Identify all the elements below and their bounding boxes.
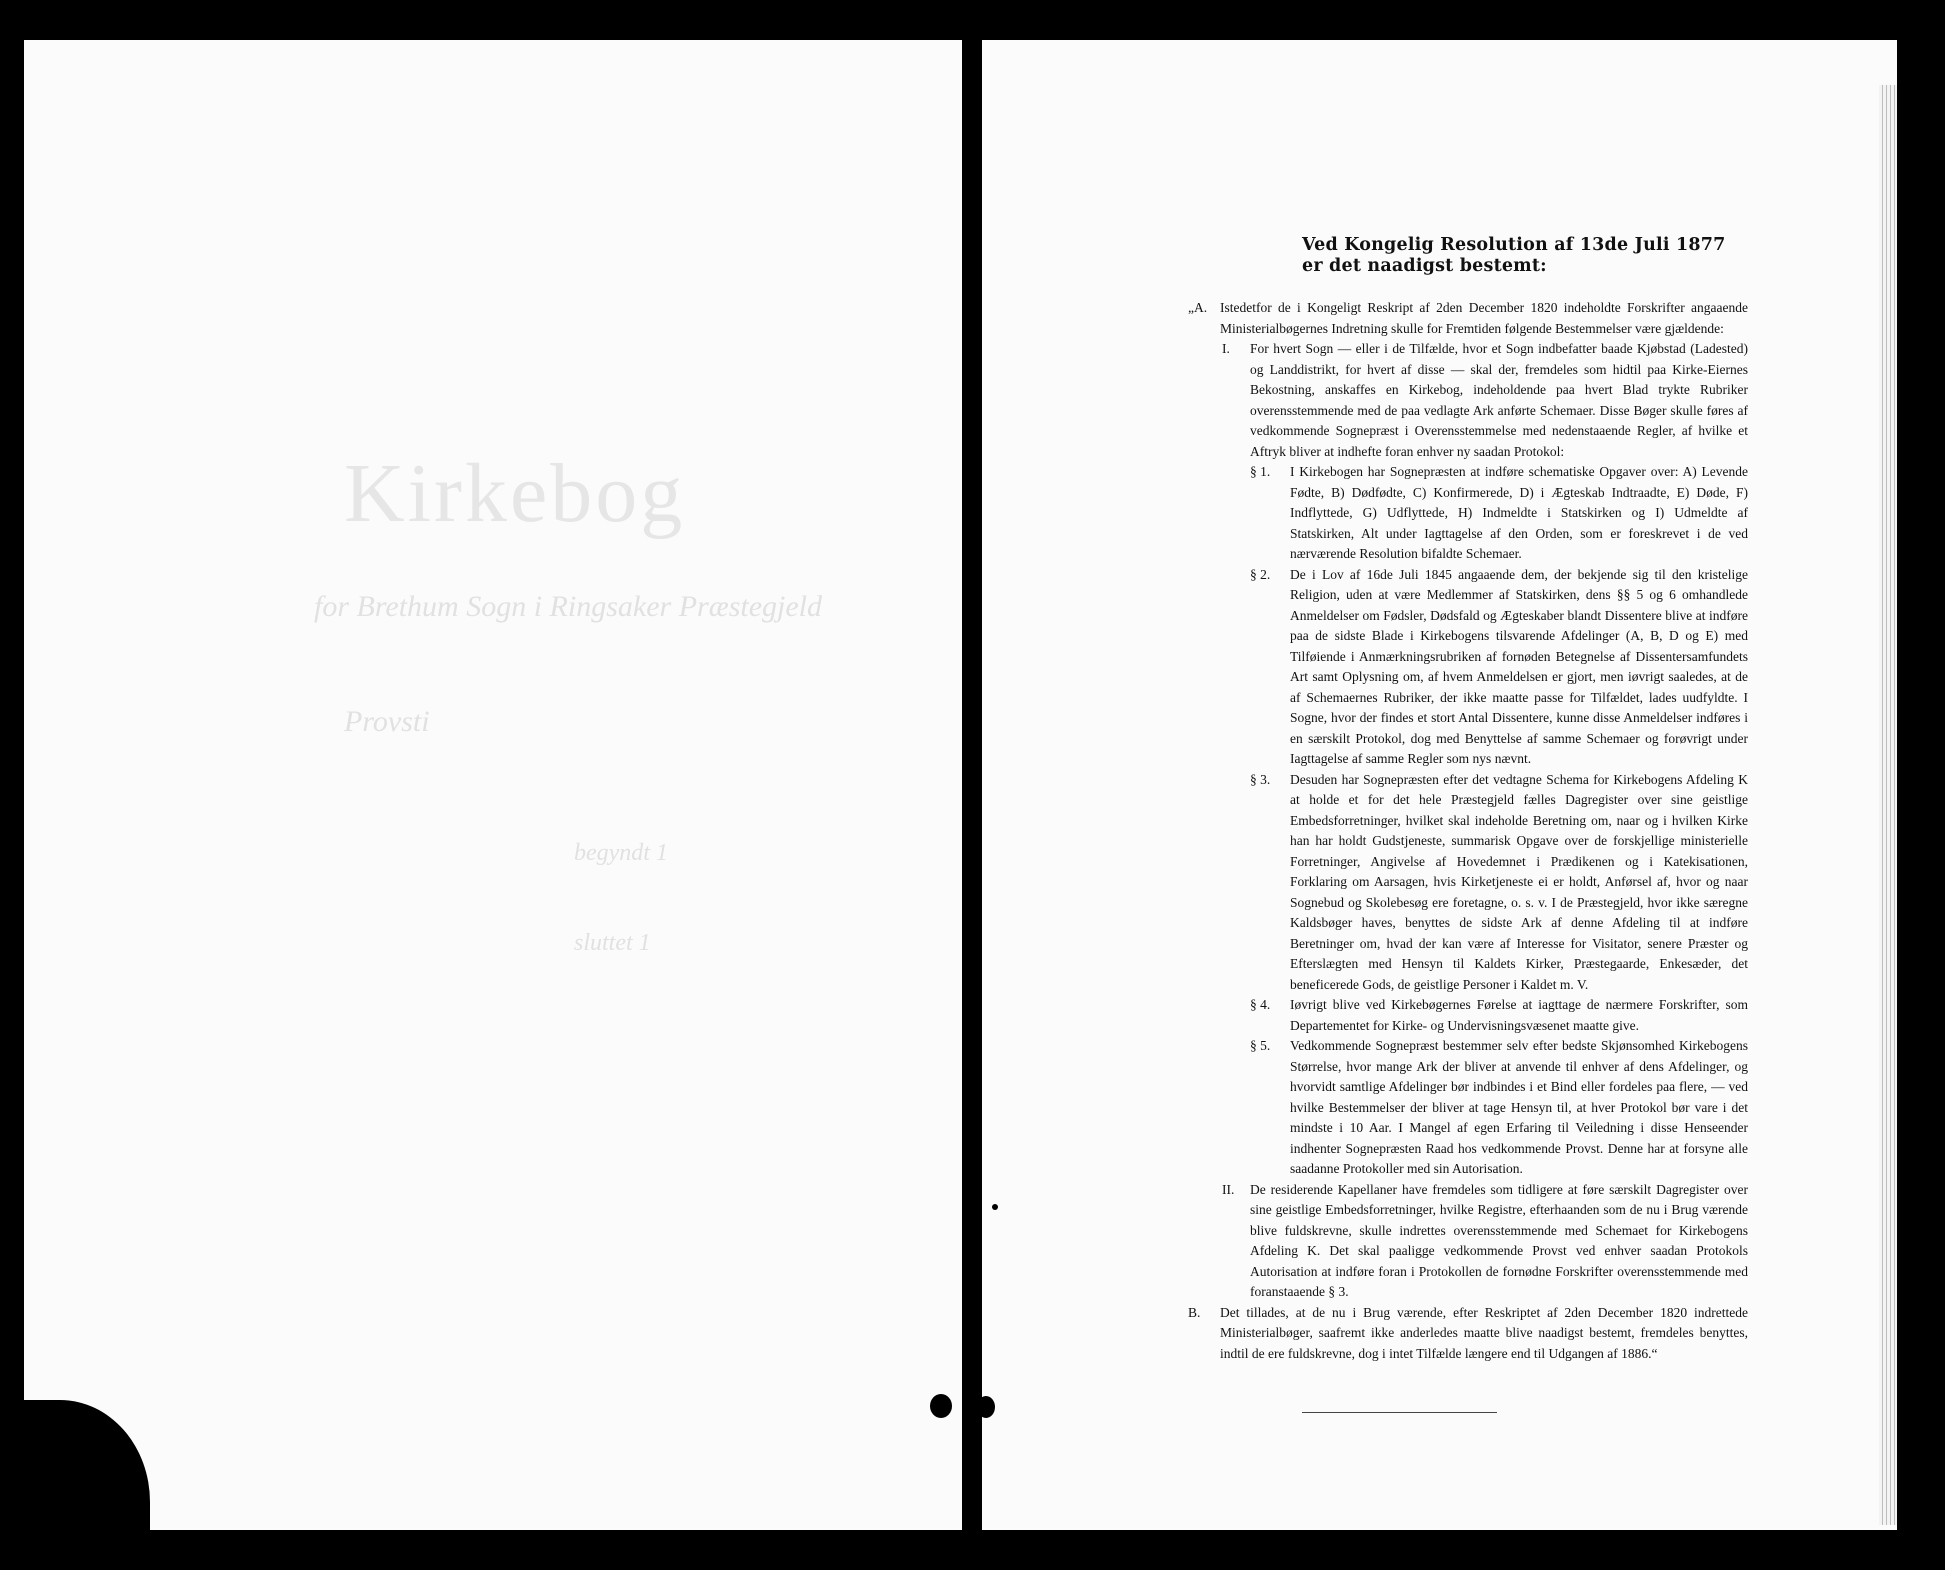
paragraph-label: § 2. [1250,566,1271,582]
paragraph-3 [1188,770,1748,996]
section-text: Istedetfor de i Kongeligt Reskript af 2den December 1820 indeholdte Forskrifter angaaende Ministerialbøgernes Indretning skulle for Fremtiden følgende Bestemmelser være gjældende: [1220,300,1748,336]
binding-hole [977,1396,995,1418]
bleed-through-begyndt: begyndt 1 [574,840,668,866]
bleed-through-provsti: Provsti [344,705,430,738]
paragraph-label: § 3. [1250,771,1271,787]
section-label: B. [1188,1304,1201,1320]
section-label: I. [1222,341,1230,356]
right-page [982,40,1897,1530]
page-edge [1879,85,1897,1525]
paragraph-1 [1188,462,1748,565]
binding-hole [930,1394,952,1418]
paragraph-text: De i Lov af 16de Juli 1845 angaaende dem, der bekjende sig til den kristelige Religion, uden at være Medlemmer af Statskirken, dens §§ 5 og 6 omhandlede Anmeldelser om Fødsler, Dødsfald og Ægteskaber blandt Dissentere blive at indføre paa de sidste Blade i Kirkebogens tilsvarende Afdelinger (A, B, D og E) med Tilføiende i Anmærkningsrubriken af fornøden Betegnelse af Dissentersamfundets Art samt Oplysning om, af hvem Anmeldelsen er gjort, men iøvrigt saaledes, at de af Schemaernes Rubriker, der ikke maatte passe for Tilfældet, lades uudfyldte. I Sogne, hvor der findes et stort Antal Dissentere, kunne disse Anmeldelser indføres i en særskilt Protokol, dog med Benyttelse af samme Schemaer og forøvrigt under Iagttagelse af samme Regler som nys nævnt. [1290,566,1748,766]
section-ii [1188,1180,1748,1303]
resolution-text [1188,235,1748,1364]
section-text: De residerende Kapellaner have fremdeles som tidligere at føre særskilt Dagregister over sine geistlige Embedsforretninger, hvilke Registre, efterhaanden som de nu i Brug værende blive fuldskrevne, skulle indrettes overensstemmende med Schemaet for Kirkebogens Afdeling K. Det skal paaligge vedkommende Provst ved enhver saadan Protokols Autorisation at indføre foran i Protokollen de fornødne Forskrifter overensstemmende med foranstaaende § 3. [1250,1181,1748,1299]
closing-rule [1302,1412,1497,1413]
paragraph-2 [1188,565,1748,770]
bleed-through-sluttet: sluttet 1 [574,930,651,956]
section-text: Det tillades, at de nu i Brug værende, efter Reskriptet af 2den December 1820 indrettede Ministerialbøger, saafremt ikke anderledes maatte blive naadigst bestemt, fremdeles benyttes, indtil de ere fuldskrevne, dog i intet Tilfælde længere end til Udgangen af 1886.“ [1220,1304,1748,1361]
paragraph-text: Vedkommende Sognepræst bestemmer selv efter bedste Skjønsomhed Kirkebogens Størrelse, hvor mange Ark der bliver at anvende til enhver af dens Afdelinger, og hvorvidt samtlige Afdelinger bør indbindes i et Bind eller fordeles paa flere, — ved hvilke Bestemmelser der bliver at tage Hensyn til, at hver Protokol bør vare i det mindste i 10 Aar. I Mangel af egen Erfaring til Veiledning i disse Henseender indhenter Sognepræsten Raad hos vedkommende Provst. Denne har at forsyne alle saadanne Protokoller med sin Autorisation. [1290,1038,1748,1176]
section-b [1188,1303,1748,1365]
paragraph-label: § 4. [1250,997,1271,1012]
paragraph-text: I Kirkebogen har Sognepræsten at indføre schematiske Opgaver over: A) Levende Fødte, B) Dødfødte, C) Konfirmerede, D) i Ægteskab Indtraadte, E) Døde, F) Indflyttede, G) Udflyttede, H) Indmeldte i Statskirken og I) Udmeldte af Statskirken, Alt under Iagttagelse af den Orden, som er foreskrevet i de ved nærværende Resolution bifaldte Schemaer. [1290,464,1748,561]
paragraph-label: § 1. [1250,464,1271,479]
section-text: For hvert Sogn — eller i de Tilfælde, hvor et Sogn indbefatter baade Kjøbstad (Ladested) og Landdistrikt, for hvert af disse — skal der, fremdeles som hidtil paa Kirke-Eiernes Bekostning, anskaffes en Kirkebog, indeholdende paa hvert Blad trykte Rubriker overensstemmende med de paa vedlagte Ark anførte Schemaer. Disse Bøger skulle føres af vedkommende Sognepræst i Overensstemmelse med nedenstaaende Regler, af hvilke et Aftryk bliver at indhefte foran enhver ny saadan Protokol: [1250,341,1748,459]
section-label: II. [1222,1181,1235,1197]
page-title: Ved Kongelig Resolution af 13de Juli 1877 er det naadigst bestemt: [1302,235,1726,276]
paragraph-5 [1188,1036,1748,1180]
paragraph-text: Iøvrigt blive ved Kirkebøgernes Førelse at iagttage de nærmere Forskrifter, som Departementet for Kirke- og Undervisningsvæsenet maatte give. [1290,997,1748,1033]
bleed-through-title: Kirkebog [344,447,686,540]
left-page [24,40,962,1530]
paragraph-text: Desuden har Sognepræsten efter det vedtagne Schema for Kirkebogens Afdeling K at holde et for det hele Præstegjeld fælles Dagregister over sine geistlige Embedsforretninger, hvilket skal indeholde Beretning om, naar og i hvilken Kirke han har holdt Gudstjeneste, summarisk Opgave over de forskjellige ministerielle Forretninger, Angivelse af Hovedemnet i Prædikenen og i Katekisationen, Forklaring om Aarsagen, hvis Kirketjeneste ei er holdt, Anførsel af, hvor og naar Sognebud og Skolebesøg ere foretagne, o. s. v. I de Præstegjeld, hvor ikke særegne Kaldsbøger haves, benyttes de sidste Ark af denne Afdeling til at indføre Beretninger om, hvad der kan være af Interesse for Visitator, senere Præster og Efterslægten med Hensyn til Kaldets Kirker, Præstegaarde, Enkesæder, det beneficerede Gods, de geistlige Personer i Kaldet m. V. [1290,771,1748,992]
section-a [1188,298,1748,339]
bleed-through-for-line: for Brethum Sogn i Ringsaker Præstegjeld [314,590,823,623]
paragraph-label: § 5. [1250,1038,1271,1053]
paragraph-4 [1188,995,1748,1036]
section-i [1188,339,1748,462]
section-label: „A. [1188,300,1208,315]
margin-dot [992,1204,998,1210]
